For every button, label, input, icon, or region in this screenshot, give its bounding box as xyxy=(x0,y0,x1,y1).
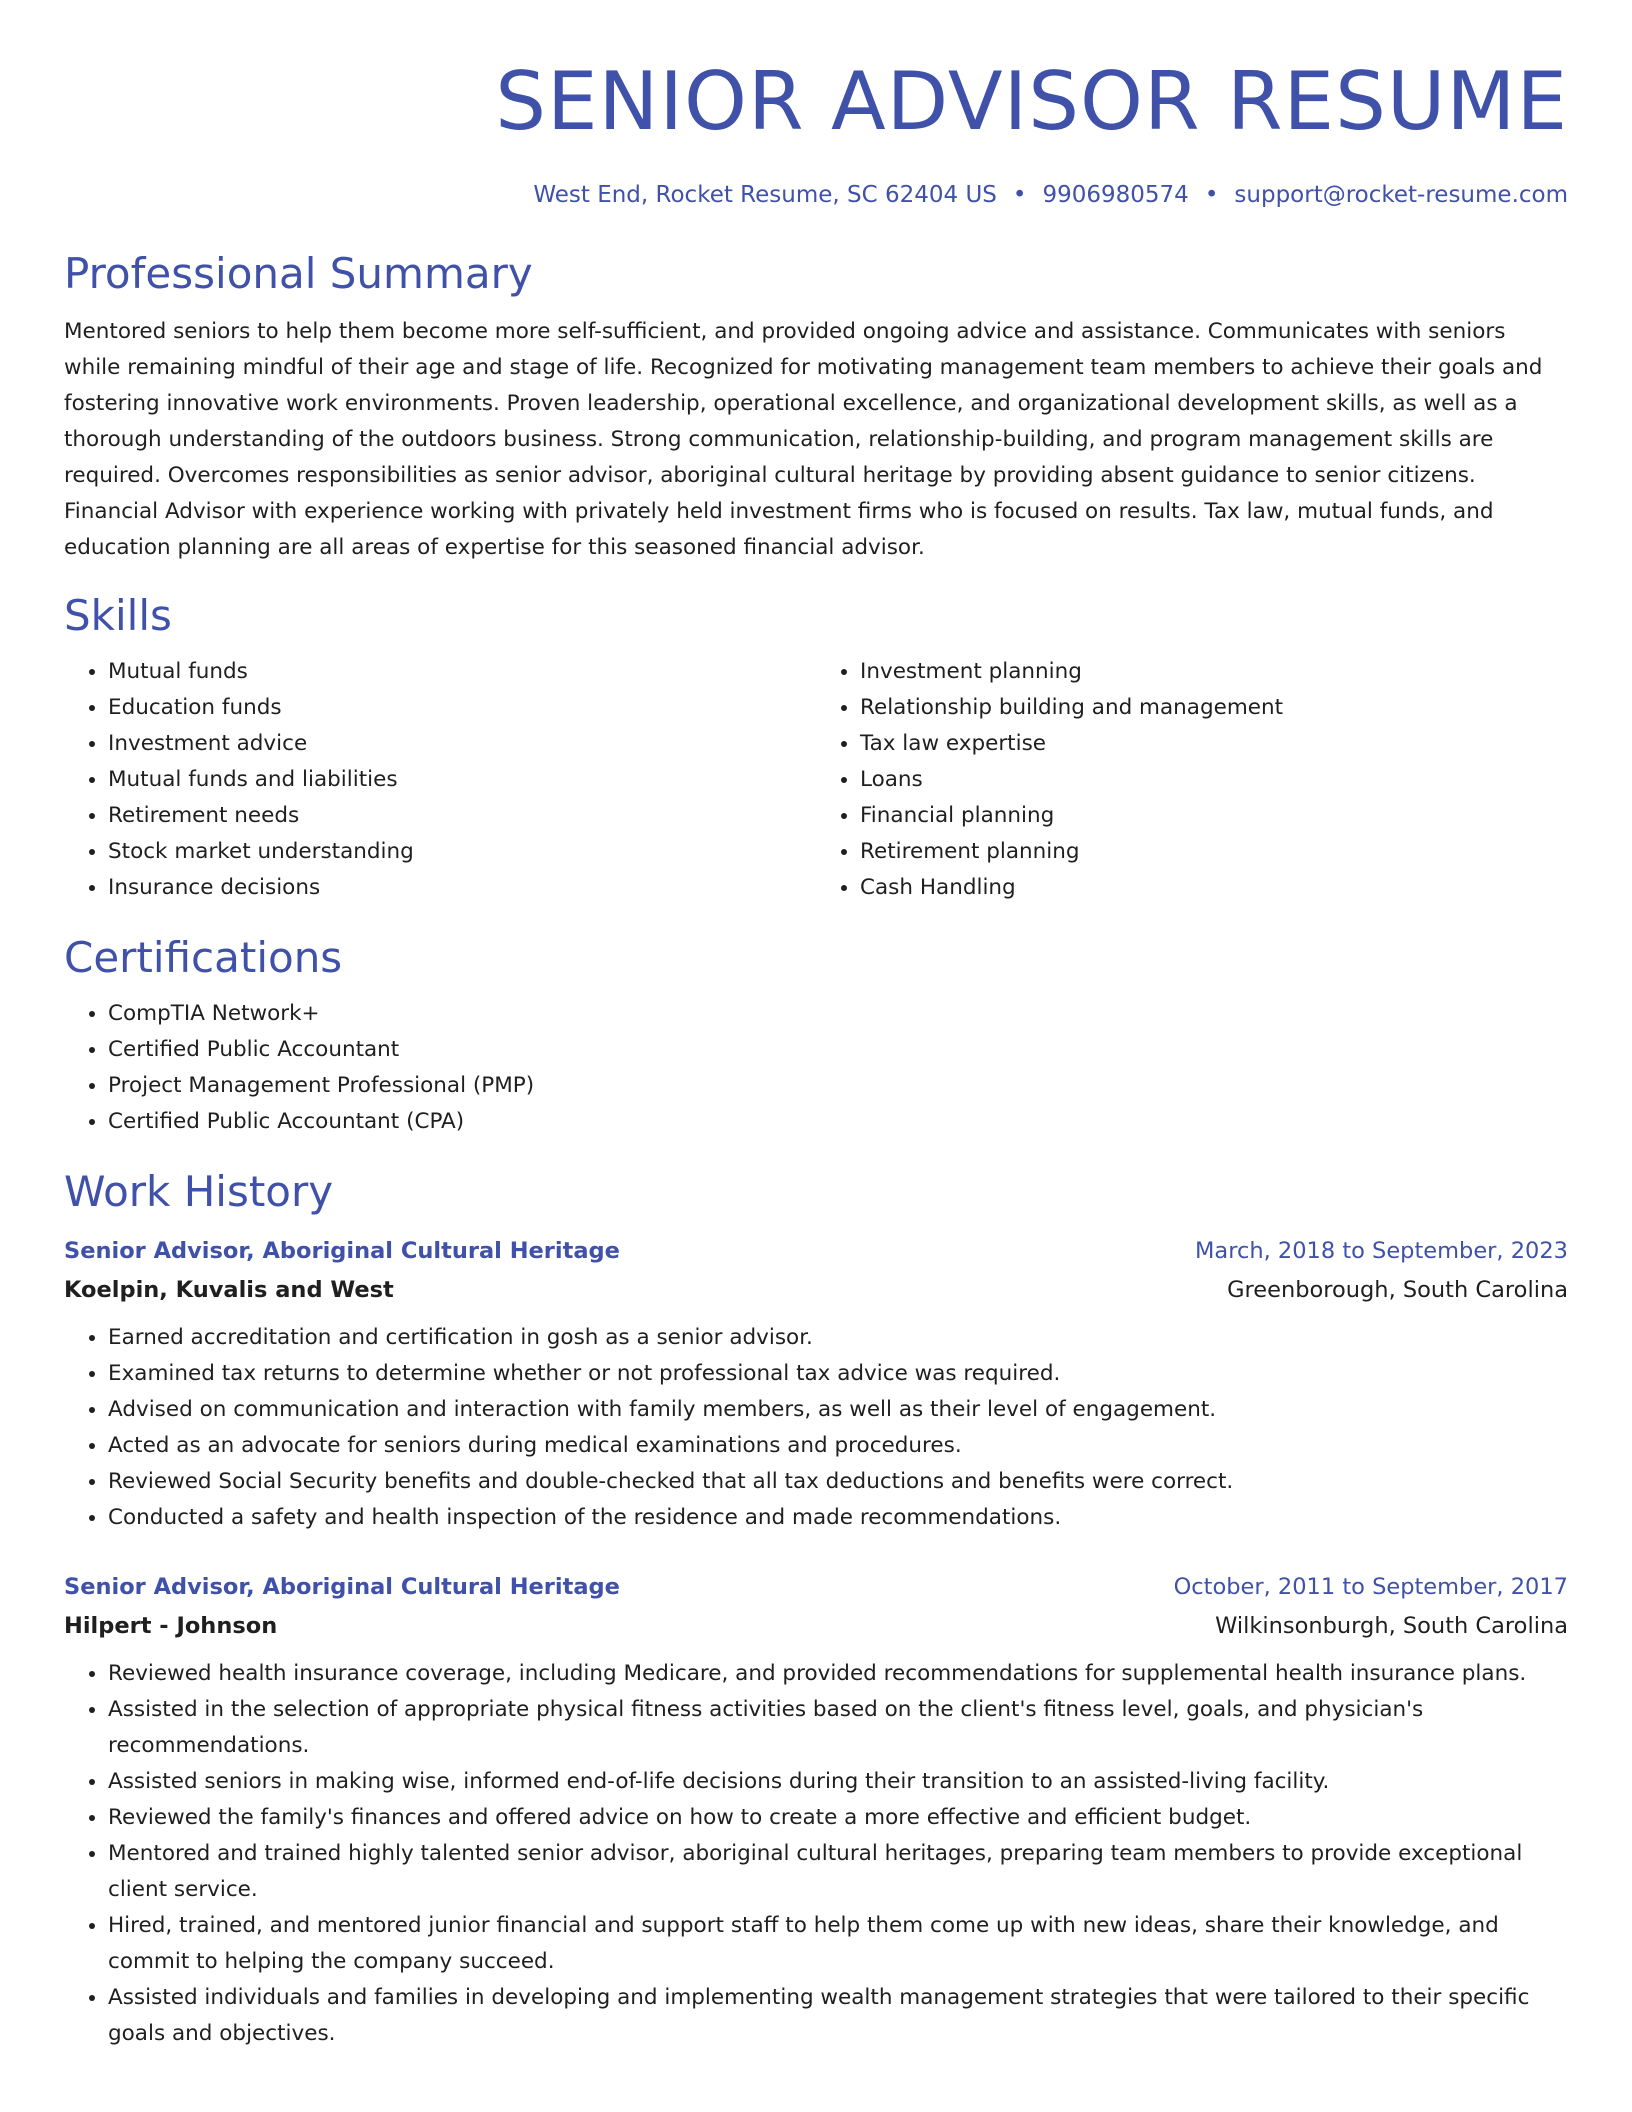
job-bullet: • Examined tax returns to determine whether or not professional tax advice was required. xyxy=(108,1356,1568,1392)
skill-item: • Stock market understanding xyxy=(108,834,816,870)
certification-item: • Project Management Professional (PMP) xyxy=(108,1068,1568,1104)
job-dates: October, 2011 to September, 2017 xyxy=(1173,1574,1568,1600)
job-company: Koelpin, Kuvalis and West xyxy=(64,1277,394,1303)
certification-item: • CompTIA Network+ xyxy=(108,996,1568,1032)
job-bullets xyxy=(64,1656,1568,2052)
job-location: Wilkinsonburgh, South Carolina xyxy=(1215,1613,1568,1639)
skill-item: • Tax law expertise xyxy=(860,726,1568,762)
job-title-row xyxy=(64,1232,1568,1270)
summary-heading: Professional Summary xyxy=(64,249,533,298)
job-bullet: • Hired, trained, and mentored junior financial and support staff to help them come up with new ideas, share their knowledge, and commit to helping the company succeed. xyxy=(108,1908,1568,1980)
skill-item: • Relationship building and management xyxy=(860,690,1568,726)
skill-item: • Financial planning xyxy=(860,798,1568,834)
contact-email: support@rocket-resume.com xyxy=(1234,182,1568,208)
skills-list-left xyxy=(64,654,816,906)
skills-list-right xyxy=(816,654,1568,906)
summary-text: Mentored seniors to help them become more self-sufficient, and provided ongoing advice and assistance. Communicates with seniors while remaining mindful of their age and stage of life. Recognized for motivating management team members to achieve their goals and fostering innovative work environments. Proven leadership, operational excellence, and organizational development skills, as well as a thorough understanding of the outdoors business. Strong communication, relationship-building, and program management skills are required. Overcomes responsibilities as senior advisor, aboriginal cultural heritage by providing absent guidance to senior citizens. Financial Advisor with experience working with privately held investment firms who is focused on results. Tax law, mutual funds, and education planning are all areas of expertise for this seasoned financial advisor. xyxy=(64,319,1543,560)
skill-item: • Investment planning xyxy=(860,654,1568,690)
skill-item: • Education funds xyxy=(108,690,816,726)
skills-columns xyxy=(64,654,1568,906)
job-bullet: • Reviewed Social Security benefits and double-checked that all tax deductions and benefits were correct. xyxy=(108,1464,1568,1500)
job-dates: March, 2018 to September, 2023 xyxy=(1195,1238,1568,1264)
summary-section xyxy=(64,246,1568,566)
contact-address: West End, Rocket Resume, SC 62404 US xyxy=(533,182,997,208)
job-bullet: • Mentored and trained highly talented senior advisor, aboriginal cultural heritages, preparing team members to provide exceptional client service. xyxy=(108,1836,1568,1908)
job-bullet: • Advised on communication and interaction with family members, as well as their level of engagement. xyxy=(108,1392,1568,1428)
job-bullet: • Assisted individuals and families in developing and implementing wealth management strategies that were tailored to their specific goals and objectives. xyxy=(108,1980,1568,2052)
certifications-section xyxy=(64,930,1568,1140)
job-title: Senior Advisor, Aboriginal Cultural Heritage xyxy=(64,1574,620,1600)
job-entry xyxy=(64,1568,1568,2052)
skill-item: • Mutual funds and liabilities xyxy=(108,762,816,798)
job-company-row xyxy=(64,1270,1568,1310)
skill-item: • Mutual funds xyxy=(108,654,816,690)
job-bullet: • Acted as an advocate for seniors during medical examinations and procedures. xyxy=(108,1428,1568,1464)
skill-item: • Insurance decisions xyxy=(108,870,816,906)
resume-title: SENIOR ADVISOR RESUME xyxy=(495,55,1568,148)
job-bullet: • Assisted in the selection of appropriate physical fitness activities based on the client's fitness level, goals, and physician's recommendations. xyxy=(108,1692,1568,1764)
job-bullet: • Conducted a safety and health inspection of the residence and made recommendations. xyxy=(108,1500,1568,1536)
skills-section xyxy=(64,588,1568,906)
skill-item: • Investment advice xyxy=(108,726,816,762)
work-history-section xyxy=(64,1164,1568,2052)
job-bullets xyxy=(64,1320,1568,1536)
skill-item: • Loans xyxy=(860,762,1568,798)
job-bullet: • Earned accreditation and certification in gosh as a senior advisor. xyxy=(108,1320,1568,1356)
job-title-row xyxy=(64,1568,1568,1606)
skill-item: • Retirement needs xyxy=(108,798,816,834)
resume-header xyxy=(64,56,1568,212)
certification-item: • Certified Public Accountant (CPA) xyxy=(108,1104,1568,1140)
job-bullet: • Assisted seniors in making wise, informed end-of-life decisions during their transition to an assisted-living facility. xyxy=(108,1764,1568,1800)
job-location: Greenborough, South Carolina xyxy=(1227,1277,1568,1303)
contact-separator: • xyxy=(1204,182,1219,208)
skill-item: • Retirement planning xyxy=(860,834,1568,870)
job-entry xyxy=(64,1232,1568,1536)
job-bullet: • Reviewed health insurance coverage, including Medicare, and provided recommendations for supplemental health insurance plans. xyxy=(108,1656,1568,1692)
certifications-heading: Certifications xyxy=(64,933,343,982)
job-company-row xyxy=(64,1606,1568,1646)
contact-phone: 9906980574 xyxy=(1042,182,1189,208)
resume-page xyxy=(64,0,1568,2052)
skill-item: • Cash Handling xyxy=(860,870,1568,906)
contact-line xyxy=(64,178,1568,212)
contact-separator: • xyxy=(1012,182,1027,208)
skills-heading: Skills xyxy=(64,591,172,640)
work-history-heading: Work History xyxy=(64,1167,334,1216)
certification-item: • Certified Public Accountant xyxy=(108,1032,1568,1068)
certifications-list xyxy=(64,996,1568,1140)
job-bullet: • Reviewed the family's finances and offered advice on how to create a more effective and efficient budget. xyxy=(108,1800,1568,1836)
job-title: Senior Advisor, Aboriginal Cultural Heritage xyxy=(64,1238,620,1264)
job-company: Hilpert - Johnson xyxy=(64,1613,278,1639)
